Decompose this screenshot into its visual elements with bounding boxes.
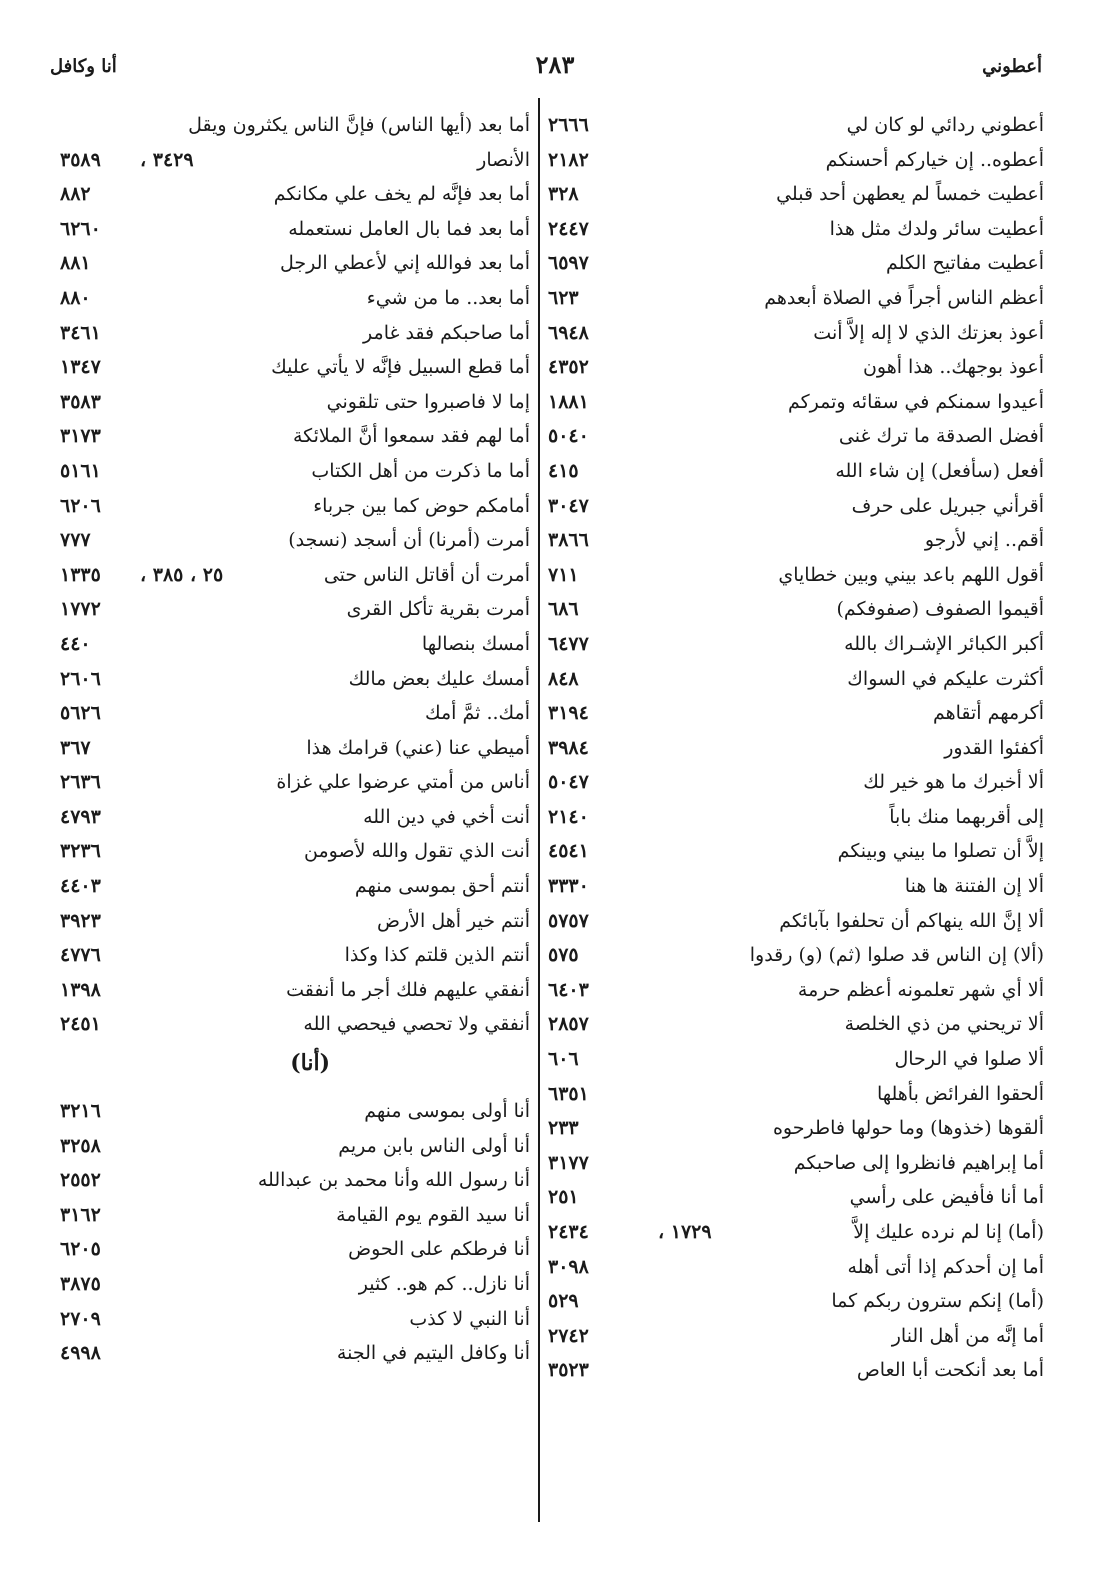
page-number: ٢٨٣ xyxy=(535,50,575,79)
index-entry xyxy=(548,627,1044,662)
index-entry xyxy=(548,800,1044,835)
entry-number: ٣٦٧ xyxy=(60,736,91,759)
entry-phrase: إما لا فاصبروا حتى تلقوني xyxy=(326,390,530,413)
entry-phrase: أنفقي عليهم فلك أجر ما أنفقت xyxy=(286,978,530,1001)
index-entry xyxy=(548,419,1044,454)
entry-phrase: ألا أخبرك ما هو خير لك xyxy=(863,771,1044,794)
entry-phrase: أنت أخي في دين الله xyxy=(363,805,530,828)
entry-phrase: أنا نازل.. كم هو.. كثير xyxy=(358,1273,530,1295)
entry-number: ٢١٤٠ xyxy=(548,805,589,828)
index-entry xyxy=(548,1284,1044,1319)
index-entry xyxy=(60,281,530,316)
entry-phrase: أما بعد.. ما من شيء xyxy=(366,286,530,309)
entry-number: ٢٦٠٦ xyxy=(60,667,101,690)
index-entry xyxy=(60,1336,530,1371)
entry-phrase: أنا أولى الناس بابن مريم xyxy=(338,1134,530,1157)
index-entry xyxy=(60,1007,530,1042)
index-entry xyxy=(548,1180,1044,1215)
entry-number: ٢٥٥٢ xyxy=(60,1169,101,1192)
entry-number: ٤١٥ xyxy=(548,459,579,482)
entry-phrase: أنا سيد القوم يوم القيامة xyxy=(336,1203,530,1226)
entry-phrase: أما إبراهيم فانظروا إلى صاحبكم xyxy=(793,1151,1044,1174)
index-entry xyxy=(60,350,530,385)
entry-number: ٢٥١ xyxy=(548,1186,579,1209)
index-entry xyxy=(60,558,530,593)
index-entry xyxy=(548,1077,1044,1112)
entry-phrase: أما قطع السبيل فإنَّه لا يأتي عليك xyxy=(271,356,530,379)
index-entry xyxy=(548,765,1044,800)
entry-phrase: أنا وكافل اليتيم في الجنة xyxy=(336,1342,530,1365)
entry-phrase: أميطي عنا (عني) قرامك هذا xyxy=(306,736,530,759)
entry-number: ٣٣٣٠ xyxy=(548,875,589,898)
index-entry xyxy=(60,1232,530,1267)
index-entry xyxy=(548,177,1044,212)
index-entry xyxy=(60,904,530,939)
index-entry xyxy=(60,592,530,627)
index-entry xyxy=(548,1319,1044,1354)
entry-phrase: أما بعد فوالله إني لأعطي الرجل xyxy=(280,252,530,275)
entry-number: ٣٢٣٦ xyxy=(60,840,101,863)
index-entry xyxy=(548,662,1044,697)
index-entry xyxy=(548,1353,1044,1388)
entry-number: ٣٨٦٦ xyxy=(548,529,589,552)
index-entry xyxy=(548,489,1044,524)
index-entry xyxy=(60,454,530,489)
index-entry xyxy=(548,523,1044,558)
index-entry xyxy=(548,212,1044,247)
entry-phrase: أقرأني جبريل على حرف xyxy=(851,494,1044,517)
index-entry xyxy=(548,1007,1044,1042)
entry-phrase: أمرت أن أقاتل الناس حتى xyxy=(323,563,530,586)
entry-phrase: أنتم خير أهل الأرض xyxy=(377,909,530,932)
index-entry xyxy=(548,973,1044,1008)
entry-phrase: أكبر الكبائر الإشـراك بالله xyxy=(844,632,1044,655)
entry-phrase: أفضل الصدقة ما ترك غنى xyxy=(838,425,1044,448)
entry-phrase: أما صاحبكم فقد غامر xyxy=(363,321,530,344)
entry-phrase: الأنصار xyxy=(477,148,530,171)
entry-number: ٢٨٥٧ xyxy=(548,1013,589,1036)
header-keyword-right: أعطوني xyxy=(982,56,1042,77)
entry-number: ٦٢٦٠ xyxy=(60,217,101,240)
entry-phrase: ألا صلوا في الرحال xyxy=(894,1048,1044,1071)
entry-phrase: أما بعد أنكحت أبا العاص xyxy=(856,1359,1044,1382)
index-entry xyxy=(60,662,530,697)
entry-number: ٣٨٧٥ xyxy=(60,1273,101,1295)
entry-number: ٦٢٣ xyxy=(548,286,579,309)
entry-number: ٧٧٧ xyxy=(60,529,91,552)
entry-number: ٥١٦١ xyxy=(60,459,101,482)
entry-number: ٦٣٥١ xyxy=(548,1082,589,1105)
index-entry xyxy=(60,800,530,835)
entry-number: ٤٥٤١ xyxy=(548,840,589,863)
entry-phrase: أنت الذي تقول والله لأصومن xyxy=(304,840,530,863)
index-entry xyxy=(548,108,1044,143)
entry-phrase: أنا النبي لا كذب xyxy=(409,1307,530,1330)
index-entry xyxy=(548,1146,1044,1181)
entry-phrase: أما إنَّه من أهل النار xyxy=(891,1324,1044,1347)
entry-number: ٢٦٦٦ xyxy=(548,114,589,136)
entry-number: ٢٧٤٢ xyxy=(548,1324,589,1347)
index-entry xyxy=(60,731,530,766)
index-entry xyxy=(548,1215,1044,1250)
index-entry xyxy=(60,1198,530,1233)
index-entry xyxy=(60,1163,530,1198)
entry-phrase: أما لهم فقد سمعوا أنَّ الملائكة xyxy=(292,425,530,448)
entry-phrase: أما بعد فما بال العامل نستعمله xyxy=(288,217,530,240)
entry-phrase: أما بعد (أيها الناس) فإنَّ الناس يكثرون ويقل xyxy=(188,114,530,136)
index-entry xyxy=(548,350,1044,385)
right-column xyxy=(548,108,1044,1388)
index-entry xyxy=(548,1042,1044,1077)
index-entry xyxy=(60,108,530,143)
entry-phrase: أما إن أحدكم إذا أتى أهله xyxy=(847,1255,1044,1278)
entry-number: ٢٦٣٦ xyxy=(60,771,101,794)
index-entry xyxy=(60,523,530,558)
index-entry xyxy=(548,246,1044,281)
entry-phrase: ألا أي شهر تعلمونه أعظم حرمة xyxy=(797,978,1044,1001)
entry-number: ٦٨٦ xyxy=(548,598,579,621)
entry-phrase: أفعل (سأفعل) إن شاء الله xyxy=(835,459,1044,482)
entry-number: ٣٠٤٧ xyxy=(548,494,589,517)
index-entry xyxy=(60,869,530,904)
entry-phrase: إلاَّ أن تصلوا ما بيني وبينكم xyxy=(837,840,1044,863)
entry-phrase: أنفقي ولا تحصي فيحصي الله xyxy=(303,1013,530,1036)
entry-number: ٤٤٠ xyxy=(60,632,91,655)
entry-phrase: أمرت (أمرنا) أن أسجد (نسجد) xyxy=(288,529,530,552)
entry-number: ٥٧٥٧ xyxy=(548,909,589,932)
entry-phrase: (ألا) إن الناس قد صلوا (ثم) (و) رقدوا xyxy=(749,944,1044,967)
index-entry xyxy=(60,1094,530,1129)
index-entry xyxy=(548,1111,1044,1146)
entry-phrase: أمامكم حوض كما بين جرباء xyxy=(313,494,530,517)
entry-number: ٣٢٨ xyxy=(548,183,579,206)
entry-extra-numbers: ١٧٢٩ ، xyxy=(658,1221,712,1243)
entry-number: ٢٤٣٤ xyxy=(548,1221,589,1243)
entry-number: ٦٢٠٥ xyxy=(60,1238,101,1261)
entry-phrase: ألا إنَّ الله ينهاكم أن تحلفوا بآبائكم xyxy=(779,909,1044,932)
entry-number: ٦٥٩٧ xyxy=(548,252,589,275)
entry-number: ٤٤٠٣ xyxy=(60,875,101,898)
index-entry xyxy=(548,904,1044,939)
index-entry xyxy=(548,558,1044,593)
entry-number: ٨٨٠ xyxy=(60,286,91,309)
entry-phrase: أعطيت سائر ولدك مثل هذا xyxy=(829,217,1044,240)
index-entry xyxy=(548,281,1044,316)
index-entry xyxy=(60,696,530,731)
column-divider xyxy=(538,98,540,1522)
index-entry xyxy=(548,592,1044,627)
index-entry xyxy=(60,627,530,662)
entry-phrase: (أما) إنكم سترون ربكم كما xyxy=(831,1290,1044,1313)
entry-number: ٣٥٢٣ xyxy=(548,1359,589,1382)
index-entry xyxy=(60,385,530,420)
entry-phrase: أنا رسول الله وأنا محمد بن عبدالله xyxy=(257,1169,530,1192)
left-column xyxy=(60,108,530,1371)
index-entry xyxy=(60,143,530,178)
entry-phrase: ألقوها (خذوها) وما حولها فاطرحوه xyxy=(772,1117,1044,1140)
entry-phrase: (أما) إنا لم نرده عليك إلاَّ xyxy=(853,1221,1044,1243)
entry-phrase: ألا تريحني من ذي الخلصة xyxy=(844,1013,1044,1036)
entry-number: ٦٤٧٧ xyxy=(548,632,589,655)
entry-phrase: أما بعد فإنَّه لم يخف علي مكانكم xyxy=(273,183,530,206)
entry-number: ٦٩٤٨ xyxy=(548,321,589,344)
entry-phrase: أكرمهم أتقاهم xyxy=(932,702,1044,725)
header-keyword-left: أنا وكافل xyxy=(50,56,117,77)
entry-number: ٣٢٥٨ xyxy=(60,1134,101,1157)
index-entry xyxy=(548,938,1044,973)
entry-number: ٣١٧٧ xyxy=(548,1151,589,1174)
index-entry xyxy=(60,1267,530,1302)
entry-number: ٧١١ xyxy=(548,563,579,586)
index-entry xyxy=(548,696,1044,731)
entry-number: ٨٨٢ xyxy=(60,183,91,206)
index-entry xyxy=(548,454,1044,489)
entry-phrase: أنتم أحق بموسى منهم xyxy=(354,875,530,898)
index-entry xyxy=(60,177,530,212)
index-entry xyxy=(60,973,530,1008)
entry-phrase: أعطوني ردائي لو كان لي xyxy=(846,114,1044,136)
entry-number: ٣٩٢٣ xyxy=(60,909,101,932)
entry-number: ٣١٩٤ xyxy=(548,702,589,725)
entry-number: ١٨٨١ xyxy=(548,390,589,413)
entry-number: ٤٧٩٣ xyxy=(60,805,101,828)
entry-phrase: إلى أقربهما منك باباً xyxy=(889,805,1044,828)
entry-phrase: أعظم الناس أجراً في الصلاة أبعدهم xyxy=(764,286,1044,309)
entry-phrase: أمك.. ثمَّ أمك xyxy=(424,702,530,725)
entry-phrase: أنا أولى بموسى منهم xyxy=(364,1100,530,1123)
entry-number: ٤٧٧٦ xyxy=(60,944,101,967)
index-entry xyxy=(548,869,1044,904)
index-entry xyxy=(548,1250,1044,1285)
entry-number: ٢٤٤٧ xyxy=(548,217,589,240)
entry-phrase: أمرت بقرية تأكل القرى xyxy=(346,598,530,621)
index-entry xyxy=(60,246,530,281)
entry-number: ٥٠٤٧ xyxy=(548,771,589,794)
entry-phrase: أمسك عليك بعض مالك xyxy=(348,667,530,690)
page-header xyxy=(0,50,1110,90)
entry-phrase: أقم.. إني لأرجو xyxy=(924,529,1044,552)
entry-phrase: أعطوه.. إن خياركم أحسنكم xyxy=(825,148,1044,171)
entry-phrase: أقول اللهم باعد بيني وبين خطاياي xyxy=(778,563,1044,586)
index-entry xyxy=(60,316,530,351)
index-entry xyxy=(60,938,530,973)
entry-phrase: أنتم الذين قلتم كذا وكذا xyxy=(344,944,530,967)
entry-number: ١٣٣٥ xyxy=(60,563,101,586)
entry-phrase: أما أنا فأفيض على رأسي xyxy=(849,1186,1044,1209)
entry-phrase: أكفئوا القدور xyxy=(944,736,1044,759)
entry-phrase: أنا فرطكم على الحوض xyxy=(348,1238,530,1261)
index-entry xyxy=(60,834,530,869)
entry-phrase: ألحقوا الفرائض بأهلها xyxy=(876,1082,1044,1105)
section-title: (أنا) xyxy=(290,1050,330,1077)
entry-extra-numbers: ٣٤٢٩ ، xyxy=(140,148,194,171)
entry-extra-numbers: ٢٥ ، ٣٨٥ ، xyxy=(140,563,224,586)
entry-number: ٥٧٥ xyxy=(548,944,579,967)
entry-number: ٦٤٠٣ xyxy=(548,978,589,1001)
index-entry xyxy=(60,1302,530,1337)
entry-number: ٥٢٩ xyxy=(548,1290,579,1313)
index-entry xyxy=(548,143,1044,178)
index-entry xyxy=(548,316,1044,351)
entry-number: ٣٩٨٤ xyxy=(548,736,589,759)
section-heading xyxy=(60,1042,530,1094)
entry-number: ٥٠٤٠ xyxy=(548,425,589,448)
entry-number: ٥٦٢٦ xyxy=(60,702,101,725)
entry-number: ٨٤٨ xyxy=(548,667,579,690)
index-entry xyxy=(548,731,1044,766)
index-entry xyxy=(548,834,1044,869)
entry-number: ٤٣٥٢ xyxy=(548,356,589,379)
entry-phrase: أقيموا الصفوف (صفوفكم) xyxy=(836,598,1044,621)
entry-phrase: أعوذ بعزتك الذي لا إله إلاَّ أنت xyxy=(813,321,1044,344)
entry-number: ٣٥٨٩ xyxy=(60,148,101,171)
index-entry xyxy=(60,212,530,247)
entry-phrase: أعطيت مفاتيح الكلم xyxy=(885,252,1044,275)
entry-phrase: أمسك بنصالها xyxy=(421,632,530,655)
entry-number: ٣١٧٣ xyxy=(60,425,101,448)
entry-phrase: أعيدوا سمنكم في سقائه وتمركم xyxy=(787,390,1044,413)
entry-phrase: أعوذ بوجهك.. هذا أهون xyxy=(862,356,1044,379)
index-entry xyxy=(60,1129,530,1164)
entry-phrase: أناس من أمتي عرضوا علي غزاة xyxy=(276,771,530,794)
entry-number: ٦٢٠٦ xyxy=(60,494,101,517)
entry-number: ٤٩٩٨ xyxy=(60,1342,101,1365)
entry-phrase: أكثرت عليكم في السواك xyxy=(847,667,1044,690)
entry-number: ١٣٤٧ xyxy=(60,356,101,379)
entry-number: ٨٨١ xyxy=(60,252,91,275)
index-entry xyxy=(60,489,530,524)
entry-phrase: أعطيت خمساً لم يعطهن أحد قبلي xyxy=(776,183,1044,206)
entry-number: ٣٥٨٣ xyxy=(60,390,101,413)
entry-number: ٢٣٣ xyxy=(548,1117,579,1140)
entry-number: ٣١٦٢ xyxy=(60,1203,101,1226)
entry-phrase: أما ما ذكرت من أهل الكتاب xyxy=(311,459,530,482)
entry-number: ٣٢١٦ xyxy=(60,1100,101,1123)
index-entry xyxy=(60,765,530,800)
entry-number: ٢٧٠٩ xyxy=(60,1307,101,1330)
entry-phrase: ألا إن الفتنة ها هنا xyxy=(904,875,1044,898)
entry-number: ١٣٩٨ xyxy=(60,978,101,1001)
entry-number: ٢٤٥١ xyxy=(60,1013,101,1036)
entry-number: ٣٠٩٨ xyxy=(548,1255,589,1278)
entry-number: ٢١٨٢ xyxy=(548,148,589,171)
entry-number: ١٧٧٢ xyxy=(60,598,101,621)
index-entry xyxy=(60,419,530,454)
index-entry xyxy=(548,385,1044,420)
entry-number: ٦٠٦ xyxy=(548,1048,579,1071)
entry-number: ٣٤٦١ xyxy=(60,321,101,344)
